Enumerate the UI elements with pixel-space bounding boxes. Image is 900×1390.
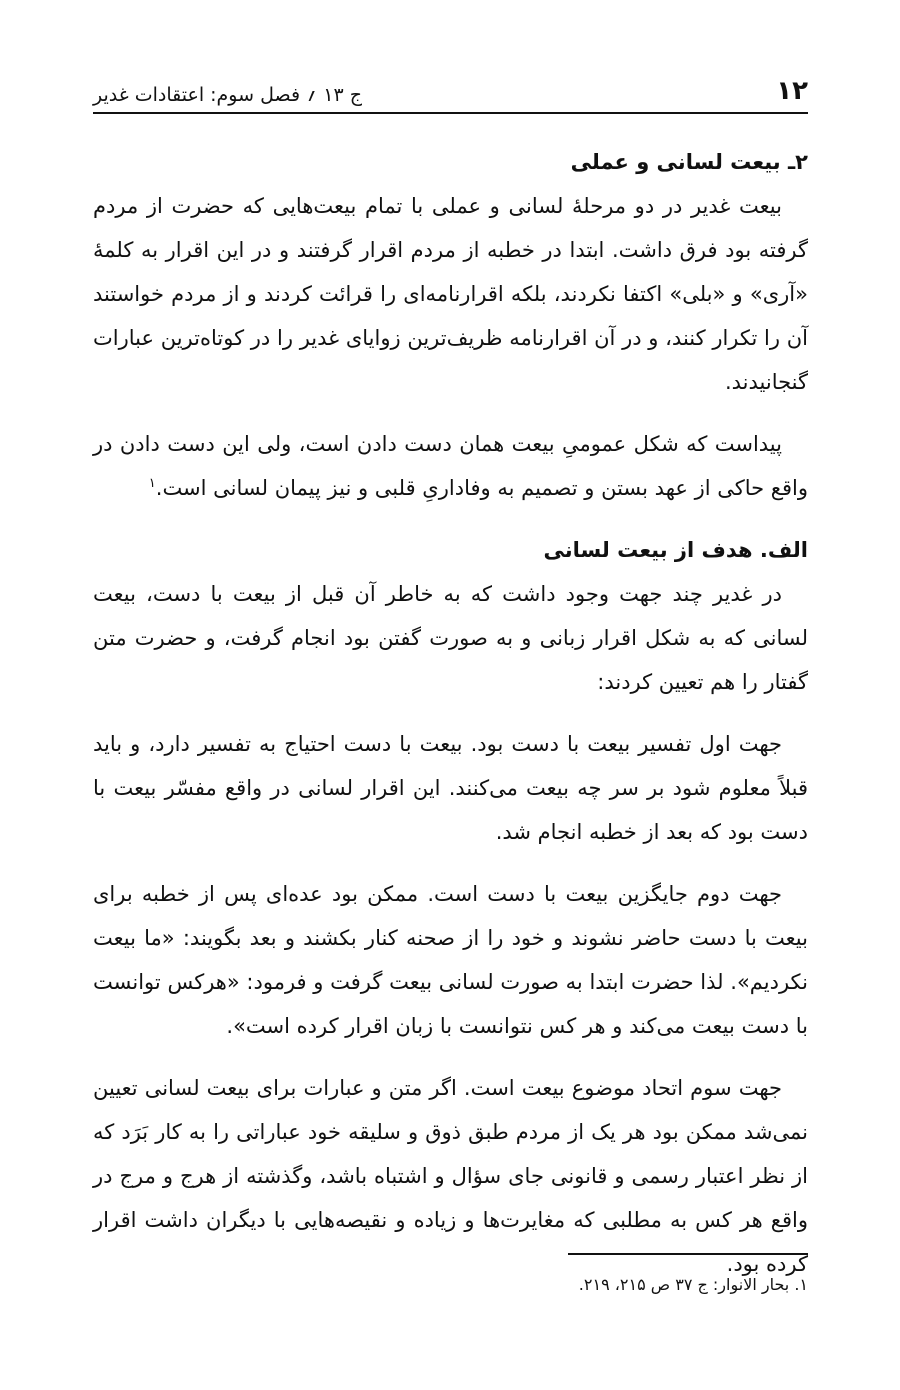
paragraph-with-footnote — [93, 422, 808, 510]
paragraph-text: پیداست که شکل عمومیِ بیعت همان دست دادن است، ولی این دست دادن در واقع حاکی از عهد بستن و تصمیم به وفاداریِ قلبی و نیز پیمان لسانی است. — [93, 432, 808, 500]
page-number: ۱۲ — [776, 76, 808, 106]
footnote-divider — [568, 1253, 808, 1255]
paragraph: در غدیر چند جهت وجود داشت که به خاطر آن قبل از بیعت با دست، بیعت لسانی که به شکل اقرار زبانی و به صورت گفتن بود انجام گرفت، و حضرت متن گفتار را هم تعیین کردند: — [93, 582, 808, 694]
section-heading: ۲ـ بیعت لسانی و عملی — [570, 150, 808, 174]
footnote-ref[interactable]: ۱ — [148, 476, 156, 491]
paragraph: جهت سوم اتحاد موضوع بیعت است. اگر متن و عبارات برای بیعت لسانی تعیین نمی‌شد ممکن بود هر یک از مردم طبق ذوق و سلیقه خود عباراتی را به کار بَرَد که از نظر اعتبار رسمی و قانونی جای سؤال و اشتباه باشد، وگذشته از هرج و مرج در واقع هر کس به مطلبی که مغایرت‌ها و زیاده و نقیصه‌هایی با دیگران داشت اقرار کرده بود. — [93, 1076, 808, 1276]
paragraph: بیعت غدیر در دو مرحلهٔ لسانی و عملی با تمام بیعت‌هایی که حضرت از مردم گرفته بود فرق داشت. ابتدا در خطبه از مردم اقرار گرفتند و در این اقرار به کلمهٔ «آری» و «بلی» اکتفا نکردند، بلکه اقرارنامه‌ای را قرائت کردند و از مردم خواستند آن را تکرار کنند، و در آن اقرارنامه ظریف‌ترین زوایای غدیر را در کوتاه‌ترین عبارات گنجانیدند. — [93, 194, 808, 394]
footnote: ۱. بحار الانوار: ج ۳۷ ص ۲۱۵، ۲۱۹. — [578, 1275, 808, 1294]
page-body — [93, 140, 808, 1286]
running-title: ج ۱۳ ؍ فصل سوم: اعتقادات غدیر — [93, 84, 362, 106]
paragraph: جهت دوم جایگزین بیعت با دست است. ممکن بود عده‌ای پس از خطبه برای بیعت با دست حاضر نشوند و خود را از صحنه کنار بکشند و بعد بگویند: «ما بیعت نکردیم». لذا حضرت ابتدا به صورت لسانی بیعت گرفت و فرمود: «هرکس توانست با دست بیعت می‌کند و هر کس نتوانست با زبان اقرار کرده است». — [93, 882, 808, 1038]
subsection-heading: الف. هدف از بیعت لسانی — [543, 538, 808, 562]
paragraph: جهت اول تفسیر بیعت با دست بود. بیعت با دست احتیاج به تفسیر دارد، و باید قبلاً معلوم شود بر سر چه بیعت می‌کنند. این اقرار لسانی در واقع مفسّر بیعت با دست بود که بعد از خطبه انجام شد. — [93, 732, 808, 844]
page-header — [93, 62, 808, 114]
